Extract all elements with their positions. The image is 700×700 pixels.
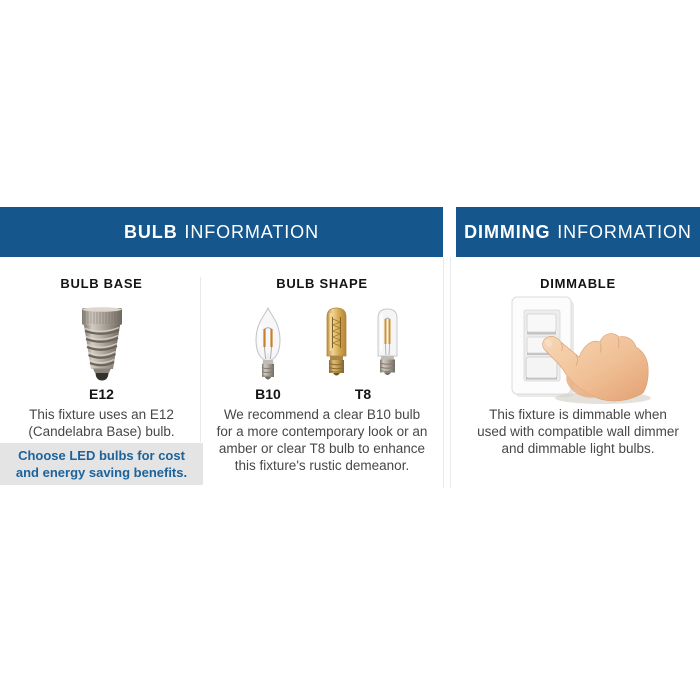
header-emphasis-text: BULB [124, 221, 178, 242]
b10-clear-bulb-icon [251, 307, 285, 384]
e12-candelabra-base-icon [76, 305, 128, 383]
led-tip-box [0, 443, 203, 485]
bulb-shape-description [207, 406, 437, 474]
dimming-information-header [456, 207, 700, 257]
tip-line: Choose LED bulbs for cost [18, 448, 185, 463]
description-line: This fixture uses an E12 [29, 407, 174, 422]
column-divider [200, 277, 201, 442]
bulb-base-title: BULB BASE [60, 276, 143, 291]
description-line: We recommend a clear B10 bulb [223, 407, 421, 422]
dimmer-switch-hand-icon [505, 293, 660, 405]
bulb-shape-title: BULB SHAPE [276, 276, 368, 291]
card-edge-divider [443, 257, 444, 488]
card-edge-divider [450, 257, 451, 488]
b10-label: B10 [255, 386, 281, 402]
description-line: (Candelabra Base) bulb. [28, 424, 175, 439]
description-line: amber or clear T8 bulb to enhance [218, 441, 426, 456]
description-line: this fixture's rustic demeanor. [234, 458, 410, 473]
description-line: and dimmable light bulbs. [501, 441, 655, 456]
header-rest-text: INFORMATION [184, 221, 319, 242]
t8-amber-bulb-icon [322, 306, 351, 381]
description-line: for a more contemporary look or an [216, 424, 428, 439]
e12-label: E12 [89, 386, 114, 402]
dimmable-title: DIMMABLE [540, 276, 616, 291]
bulb-base-description [9, 406, 194, 440]
dimmable-description [463, 406, 693, 457]
tip-line: and energy saving benefits. [15, 465, 188, 480]
description-line: used with compatible wall dimmer [477, 424, 679, 439]
t8-clear-bulb-icon [373, 307, 402, 380]
header-emphasis-text: DIMMING [464, 221, 551, 242]
header-rest-text: INFORMATION [557, 221, 692, 242]
description-line: This fixture is dimmable when [489, 407, 667, 422]
bulb-information-header [0, 207, 443, 257]
t8-label: T8 [354, 386, 372, 402]
